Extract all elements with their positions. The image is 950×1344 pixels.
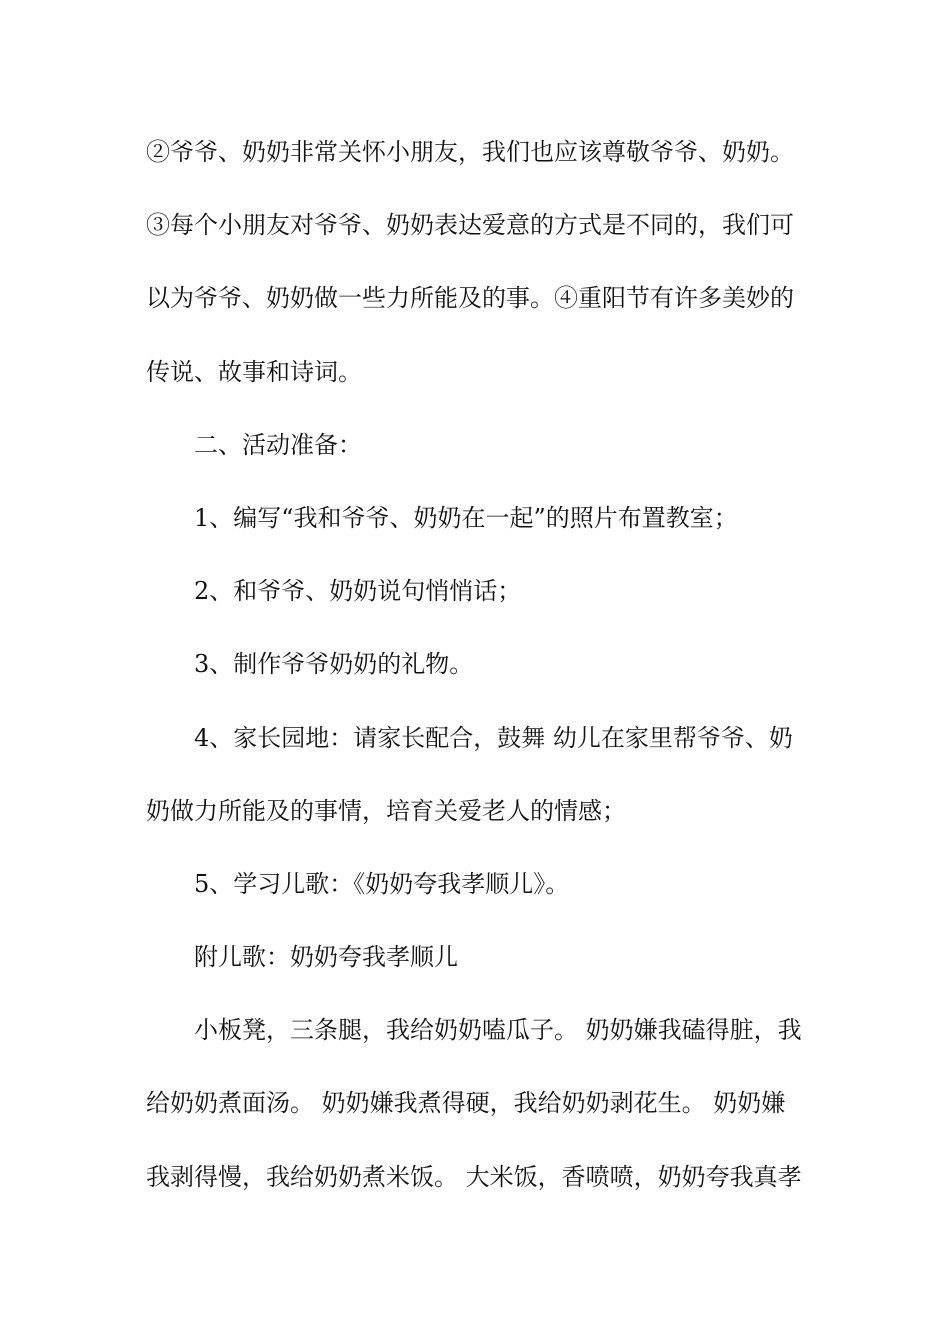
- list-item: 5、学习儿歌：《奶奶夸我孝顺儿》。: [194, 869, 570, 898]
- text-line: 传说、故事和诗词。: [146, 357, 362, 386]
- text-line: 奶做力所能及的事情，培育关爱老人的情感；: [146, 796, 626, 825]
- list-item: 3、制作爷爷奶奶的礼物。: [194, 650, 474, 679]
- appendix-title: 附儿歌：奶奶夸我孝顺儿: [194, 943, 458, 972]
- list-item: 2、和爷爷、奶奶说句悄悄话；: [194, 577, 522, 606]
- poem-line: 给奶奶煮面汤。 奶奶嫌我煮得硬，我给奶奶剥花生。 奶奶嫌: [146, 1089, 786, 1118]
- list-item: 1、编写“我和爷爷、奶奶在一起”的照片布置教室；: [194, 503, 738, 532]
- section-heading: 二、活动准备：: [194, 430, 362, 459]
- document-body: [146, 121, 810, 1219]
- text-line: ③每个小朋友对爷爷、奶奶表达爱意的方式是不同的，我们可: [146, 211, 794, 240]
- text-line: ②爷爷、奶奶非常关怀小朋友，我们也应该尊敬爷爷、奶奶。: [146, 138, 794, 166]
- poem-line: 小板凳，三条腿，我给奶奶嗑瓜子。 奶奶嫌我磕得脏，我: [194, 1016, 802, 1045]
- list-item: 4、家长园地：请家长配合，鼓舞 幼儿在家里帮爷爷、奶: [194, 723, 793, 752]
- poem-line: 我剥得慢，我给奶奶煮米饭。 大米饭，香喷喷，奶奶夸我真孝: [146, 1162, 802, 1191]
- text-line: 以为爷爷、奶奶做一些力所能及的事。④重阳节有许多美妙的: [146, 284, 794, 313]
